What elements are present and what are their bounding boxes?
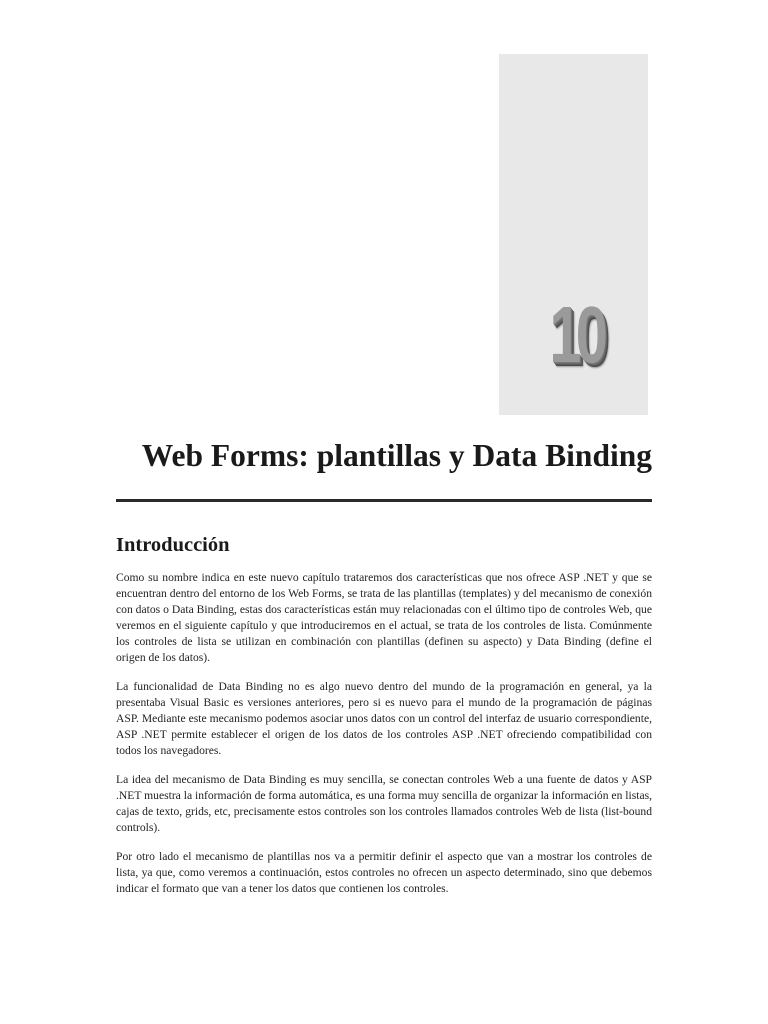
section-heading: Introducción xyxy=(116,534,230,556)
chapter-number: 10 xyxy=(549,290,602,379)
paragraph-2: La funcionalidad de Data Binding no es algo nuevo dentro del mundo de la programación en general, ya la presentaba Visual Basic es versiones anteriores, pero si es nuevo para el mundo de la programación de páginas ASP. Mediante este mecanismo podemos asociar unos datos con un control del interfaz de usuario correspondiente, ASP .NET permite establecer el origen de los datos de los controles ASP .NET ofreciendo compatibilidad con todos los navegadores. xyxy=(116,680,652,757)
chapter-title: Web Forms: plantillas y Data Binding xyxy=(141,438,652,473)
chapter-number-block xyxy=(499,54,648,415)
paragraph-1: Como su nombre indica en este nuevo capítulo trataremos dos características que nos ofrece ASP .NET y que se encuentran dentro del entorno de los Web Forms, se trata de las plantillas (templates) y del mecanismo de conexión con datos o Data Binding, estas dos características están muy relacionadas con el último tipo de controles Web, que veremos en el siguiente capítulo y que introduciremos en el actual, se trata de los controles de lista. Comúnmente los controles de lista se utilizan en combinación con plantillas (definen su aspecto) y Data Binding (define el origen de los datos). xyxy=(116,571,652,664)
paragraph-4: Por otro lado el mecanismo de plantillas nos va a permitir definir el aspecto que van a mostrar los controles de lista, ya que, como veremos a continuación, estos controles no ofrecen un aspecto determinado, sino que debemos indicar el formato que van a tener los datos que contienen los controles. xyxy=(116,850,652,895)
title-divider xyxy=(116,499,652,502)
body-text xyxy=(116,570,652,910)
paragraph-3: La idea del mecanismo de Data Binding es muy sencilla, se conectan controles Web a una fuente de datos y ASP .NET muestra la información de forma automática, es una forma muy sencilla de organizar la información en listas, cajas de texto, grids, etc, precisamente estos controles son los controles llamados controles Web de lista (list-bound controls). xyxy=(116,773,652,834)
